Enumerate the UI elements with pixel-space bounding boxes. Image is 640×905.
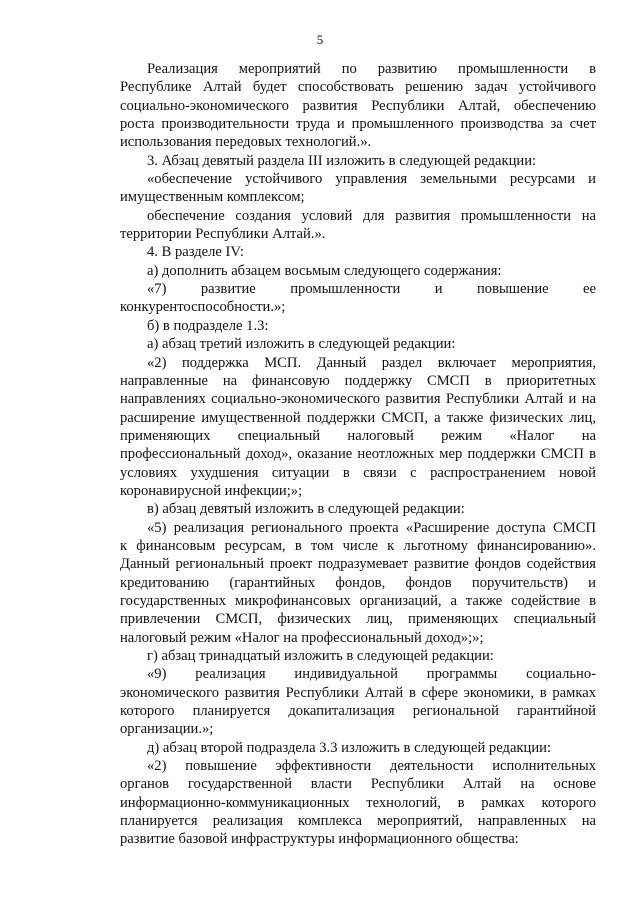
text-line: использования передовых технологий.». <box>120 134 372 151</box>
paragraph-competitiveness <box>120 280 596 317</box>
text-line: а) дополнить абзацем восьмым следующего содержания: <box>147 262 502 279</box>
text-line: Республике Алтай будет способствовать решению задач устойчивого <box>120 79 596 96</box>
text-line: информационно-коммуникационных технологий, в рамках которого <box>120 794 596 811</box>
text-line: г) абзац тринадцатый изложить в следующей редакции: <box>147 648 494 664</box>
document-body <box>120 60 596 849</box>
text-line: 4. В разделе IV: <box>147 244 244 261</box>
paragraph-individual-program <box>120 665 596 738</box>
paragraph-item-4b <box>120 317 596 335</box>
text-line: «2) повышение эффективности деятельности исполнительных <box>147 758 596 775</box>
text-line: обеспечение создания условий для развития промышленности на <box>147 207 596 224</box>
text-line: Реализация мероприятий по развитию промышленности в <box>147 61 596 77</box>
text-line: «5) реализация регионального проекта «Расширение доступа СМСП <box>147 519 596 536</box>
text-line: «обеспечение устойчивого управления земельными ресурсами и <box>147 171 596 188</box>
text-line: «2) поддержка МСП. Данный раздел включает мероприятия, <box>147 354 596 371</box>
text-line: органов государственной власти Республики Алтай на основе <box>120 776 596 793</box>
text-line: роста производительности труда и промышленного производства за счет <box>120 116 596 133</box>
paragraph-industry-conditions <box>120 207 596 244</box>
text-line: имущественным комплексом; <box>120 189 305 206</box>
text-line: «7) развитие промышленности и повышение ее <box>147 281 596 298</box>
text-line: 3. Абзац девятый раздела III изложить в следующей редакции: <box>147 152 537 169</box>
text-line: планируется реализация комплекса мероприятий, направленных на <box>120 813 596 830</box>
text-line: Данный региональный проект подразумевает развитие фондов содействия <box>120 556 596 573</box>
paragraph-subitem-v <box>120 500 596 518</box>
text-line: коронавирусной инфекции;»; <box>120 482 303 499</box>
text-line: а) абзац третий изложить в следующей редакции: <box>147 336 456 353</box>
text-line: направленные на финансовую поддержку СМСП в приоритетных <box>120 372 596 389</box>
paragraph-subitem-g <box>120 647 596 665</box>
text-line: социально-экономического развития Республики Алтай, обеспечению <box>120 97 596 114</box>
paragraph-efficiency <box>120 757 596 849</box>
text-line: в) абзац девятый изложить в следующей редакции: <box>147 501 465 518</box>
paragraph-subitem-d <box>120 739 596 757</box>
paragraph-item-4 <box>120 243 596 261</box>
text-line: кредитованию (гарантийных фондов, фондов поручительств) и <box>120 574 596 591</box>
paragraph-regional-project <box>120 519 596 647</box>
paragraph-industry-development <box>120 60 596 152</box>
text-line: б) в подразделе 1.3: <box>147 317 269 334</box>
text-line: организации.»; <box>120 721 214 738</box>
text-line: государственных микрофинансовых организаций, а также содействие в <box>120 592 596 609</box>
text-line: применяющих специальный налоговый режим «Налог на <box>120 427 596 444</box>
text-line: условиях ухудшения ситуации в связи с распространением новой <box>120 464 596 481</box>
text-line: д) абзац второй подраздела 3.3 изложить в следующей редакции: <box>147 739 551 756</box>
paragraph-msp-support <box>120 354 596 501</box>
paragraph-item-3 <box>120 152 596 170</box>
text-line: территории Республики Алтай.». <box>120 226 326 243</box>
text-line: к финансовым ресурсам, в том числе к льготному финансированию». <box>120 537 596 554</box>
text-line: экономического развития Республики Алтай в сфере экономики, в рамках <box>120 684 596 701</box>
paragraph-item-4a <box>120 262 596 280</box>
paragraph-land-management <box>120 170 596 207</box>
text-line: профессиональный доход», оказание неотложных мер поддержки СМСП в <box>120 446 596 463</box>
text-line: которого планируется докапитализация региональной гарантийной <box>120 703 596 720</box>
page-number: 5 <box>316 32 324 47</box>
text-line: развитие базовой инфраструктуры информационного общества: <box>120 831 519 848</box>
text-line: конкурентоспособности.»; <box>120 299 286 316</box>
text-line: расширение имущественной поддержки СМСП, а также физических лиц, <box>120 409 596 426</box>
text-line: направлениях социально-экономического развития Республики Алтай и на <box>120 391 596 408</box>
text-line: «9) реализация индивидуальной программы социально- <box>147 666 596 683</box>
paragraph-subitem-a <box>120 335 596 353</box>
text-line: привлечении СМСП, физических лиц, применяющих специальный <box>120 611 596 628</box>
text-line: налоговый режим «Налог на профессиональный доход»;»; <box>120 629 484 646</box>
